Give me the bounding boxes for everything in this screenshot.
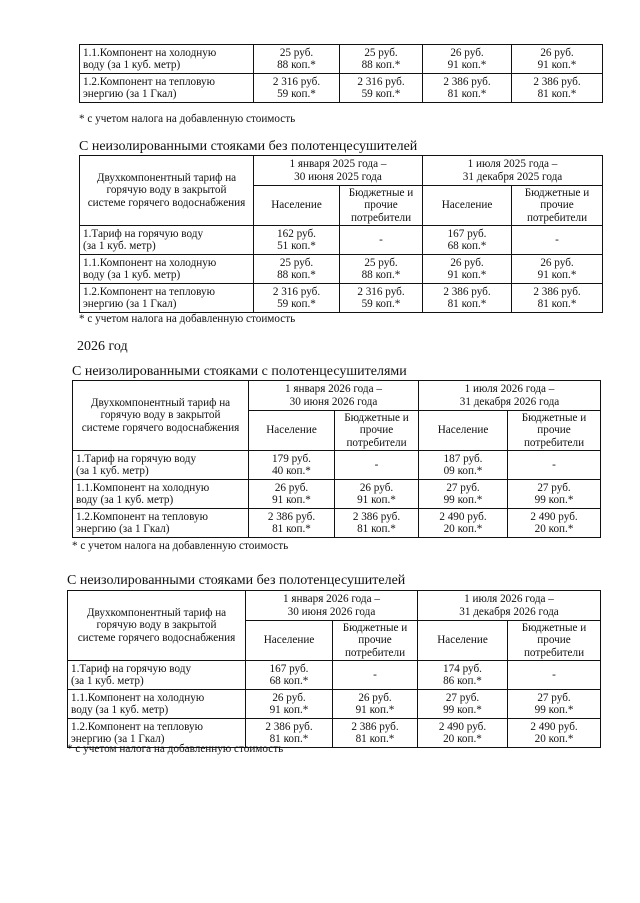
tariff-table [72, 380, 601, 538]
price-cell: 26 руб. 91 коп.* [423, 45, 512, 74]
vat-footnote: * с учетом налога на добавленную стоимость [79, 113, 296, 125]
price-cell: 2 386 руб. 81 коп.* [423, 74, 512, 103]
price-cell: 26 руб. 91 коп.* [423, 255, 512, 284]
row-label: 1.1.Компонент на холодную воду (за 1 куб. метр) [80, 255, 254, 284]
price-cell: 2 386 руб. 81 коп.* [333, 719, 418, 748]
row-label: 1.1.Компонент на холодную воду (за 1 куб. метр) [73, 480, 249, 509]
row-label: 1.2.Компонент на тепловую энергию (за 1 Гкал) [68, 719, 246, 748]
price-cell: - [508, 661, 601, 690]
price-cell: 2 316 руб. 59 коп.* [340, 284, 423, 313]
price-cell: 2 316 руб. 59 коп.* [254, 284, 340, 313]
price-cell: - [340, 226, 423, 255]
vat-footnote: * с учетом налога на добавленную стоимость [67, 743, 284, 755]
row-label: 1.1.Компонент на холодную воду (за 1 куб. метр) [68, 690, 246, 719]
table-row [80, 226, 603, 255]
price-cell: - [335, 451, 419, 480]
price-cell: 26 руб. 91 коп.* [512, 45, 603, 74]
row-label: 1.Тариф на горячую воду (за 1 куб. метр) [68, 661, 246, 690]
row-label: 1.Тариф на горячую воду (за 1 куб. метр) [80, 226, 254, 255]
price-cell: 174 руб. 86 коп.* [418, 661, 508, 690]
header-period-first-half: 1 января 2026 года – 30 июня 2026 года [249, 381, 419, 411]
vat-footnote: * с учетом налога на добавленную стоимость [72, 540, 289, 552]
header-budget-consumers: Бюджетные и прочие потребители [335, 411, 419, 451]
price-cell: 26 руб. 91 коп.* [512, 255, 603, 284]
header-budget-consumers: Бюджетные и прочие потребители [340, 186, 423, 226]
header-population: Население [254, 186, 340, 226]
header-population: Население [418, 621, 508, 661]
tariff-table-continued [79, 44, 603, 103]
price-cell: 26 руб. 91 коп.* [246, 690, 333, 719]
table-row [73, 451, 601, 480]
price-cell: 2 490 руб. 20 коп.* [419, 509, 508, 538]
section-title: С неизолированными стояками без полотенцесушителей [67, 573, 406, 588]
price-cell: 2 490 руб. 20 коп.* [508, 509, 601, 538]
price-cell: 26 руб. 91 коп.* [333, 690, 418, 719]
header-budget-consumers: Бюджетные и прочие потребители [333, 621, 418, 661]
price-cell: 2 386 руб. 81 коп.* [423, 284, 512, 313]
price-cell: 2 490 руб. 20 коп.* [418, 719, 508, 748]
price-cell: 2 316 руб. 59 коп.* [254, 74, 340, 103]
price-cell: 2 316 руб. 59 коп.* [340, 74, 423, 103]
price-cell: 2 490 руб. 20 коп.* [508, 719, 601, 748]
price-cell: 2 386 руб. 81 коп.* [335, 509, 419, 538]
row-label: 1.2.Компонент на тепловую энергию (за 1 Гкал) [80, 74, 254, 103]
price-cell: 25 руб. 88 коп.* [254, 255, 340, 284]
price-cell: 167 руб. 68 коп.* [423, 226, 512, 255]
header-population: Население [246, 621, 333, 661]
header-tariff-type: Двухкомпонентный тариф на горячую воду в закрытой системе горячего водоснабжения [73, 381, 249, 451]
price-cell: 2 386 руб. 81 коп.* [512, 74, 603, 103]
header-budget-consumers: Бюджетные и прочие потребители [512, 186, 603, 226]
table-row [80, 45, 603, 74]
header-population: Население [423, 186, 512, 226]
price-cell: 167 руб. 68 коп.* [246, 661, 333, 690]
header-budget-consumers: Бюджетные и прочие потребители [508, 411, 601, 451]
vat-footnote: * с учетом налога на добавленную стоимость [79, 313, 296, 325]
price-cell: 187 руб. 09 коп.* [419, 451, 508, 480]
header-tariff-type: Двухкомпонентный тариф на горячую воду в закрытой системе горячего водоснабжения [68, 591, 246, 661]
price-cell: 27 руб. 99 коп.* [508, 690, 601, 719]
table-row [73, 509, 601, 538]
price-cell: - [512, 226, 603, 255]
table-row [80, 255, 603, 284]
price-cell: 2 386 руб. 81 коп.* [512, 284, 603, 313]
price-cell: 162 руб. 51 коп.* [254, 226, 340, 255]
header-tariff-type: Двухкомпонентный тариф на горячую воду в закрытой системе горячего водоснабжения [80, 156, 254, 226]
tariff-table [67, 590, 601, 748]
price-cell: 27 руб. 99 коп.* [419, 480, 508, 509]
header-budget-consumers: Бюджетные и прочие потребители [508, 621, 601, 661]
table-row [80, 74, 603, 103]
row-label: 1.Тариф на горячую воду (за 1 куб. метр) [73, 451, 249, 480]
table-row [68, 661, 601, 690]
price-cell: 2 386 руб. 81 коп.* [249, 509, 335, 538]
price-cell: 26 руб. 91 коп.* [249, 480, 335, 509]
price-cell: 25 руб. 88 коп.* [340, 255, 423, 284]
year-heading: 2026 год [77, 339, 128, 354]
row-label: 1.1.Компонент на холодную воду (за 1 куб. метр) [80, 45, 254, 74]
price-cell: 179 руб. 40 коп.* [249, 451, 335, 480]
price-cell: - [333, 661, 418, 690]
header-population: Население [249, 411, 335, 451]
row-label: 1.2.Компонент на тепловую энергию (за 1 Гкал) [80, 284, 254, 313]
table-row [68, 690, 601, 719]
price-cell: - [508, 451, 601, 480]
header-period-second-half: 1 июля 2026 года – 31 декабря 2026 года [418, 591, 601, 621]
price-cell: 25 руб. 88 коп.* [340, 45, 423, 74]
price-cell: 27 руб. 99 коп.* [508, 480, 601, 509]
section-title: С неизолированными стояками без полотенцесушителей [79, 139, 418, 154]
row-label: 1.2.Компонент на тепловую энергию (за 1 Гкал) [73, 509, 249, 538]
price-cell: 25 руб. 88 коп.* [254, 45, 340, 74]
header-period-second-half: 1 июля 2026 года – 31 декабря 2026 года [419, 381, 601, 411]
price-cell: 27 руб. 99 коп.* [418, 690, 508, 719]
table-row [80, 284, 603, 313]
section-title: С неизолированными стояками с полотенцесушителями [72, 364, 407, 379]
tariff-table [79, 155, 603, 313]
header-period-first-half: 1 января 2025 года – 30 июня 2025 года [254, 156, 423, 186]
table-row [73, 480, 601, 509]
header-period-second-half: 1 июля 2025 года – 31 декабря 2025 года [423, 156, 603, 186]
price-cell: 26 руб. 91 коп.* [335, 480, 419, 509]
price-cell: 2 386 руб. 81 коп.* [246, 719, 333, 748]
header-period-first-half: 1 января 2026 года – 30 июня 2026 года [246, 591, 418, 621]
header-population: Население [419, 411, 508, 451]
